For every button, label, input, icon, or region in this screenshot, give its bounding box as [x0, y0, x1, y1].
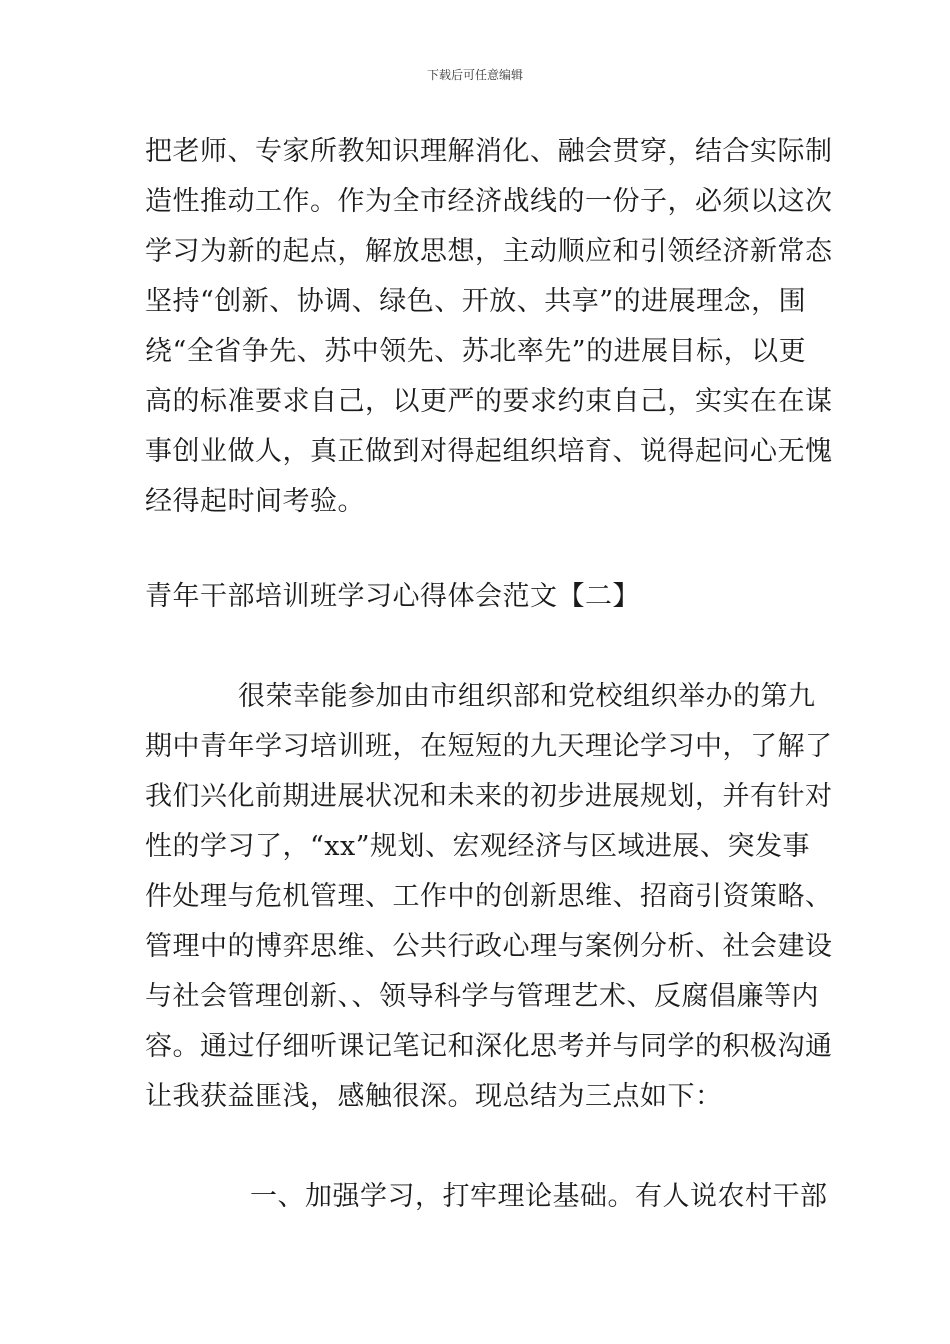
paragraph-line: 经得起时间考验。	[145, 486, 365, 517]
paragraph-line: 很荣幸能参加由市组织部和党校组织举办的第九	[238, 681, 816, 712]
document-body	[145, 127, 833, 1222]
paragraph-line: 管理中的博弈思维、公共行政心理与案例分析、社会建设	[145, 931, 833, 962]
paragraph-line: 坚持“创新、协调、绿色、开放、共享”的进展理念，围	[145, 286, 807, 317]
paragraph-line: 件处理与危机管理、工作中的创新思维、招商引资策略、	[145, 881, 833, 912]
paragraph-line: 我们兴化前期进展状况和未来的初步进展规划，并有针对	[145, 781, 833, 812]
paragraph-3	[145, 1172, 828, 1222]
paragraph-line: 一、加强学习，打牢理论基础。有人说农村干部	[250, 1181, 828, 1212]
paragraph-line: 与社会管理创新、、领导科学与管理艺术、反腐倡廉等内	[145, 981, 819, 1012]
page-header-note: 下载后可任意编辑	[426, 68, 523, 82]
paragraph-line: 事创业做人，真正做到对得起组织培育、说得起问心无愧	[145, 436, 833, 467]
paragraph-1	[145, 127, 833, 527]
paragraph-line: 把老师、专家所教知识理解消化、融会贯穿，结合实际制	[145, 136, 833, 167]
paragraph-2	[145, 672, 833, 1122]
section-title: 青年干部培训班学习心得体会范文【二】	[145, 581, 640, 612]
paragraph-line: 让我获益匪浅，感触很深。现总结为三点如下：	[145, 1081, 723, 1112]
paragraph-line: 期中青年学习培训班，在短短的九天理论学习中，了解了	[145, 731, 833, 762]
paragraph-line: 造性推动工作。作为全市经济战线的一份子，必须以这次	[145, 186, 833, 217]
paragraph-line: 绕“全省争先、苏中领先、苏北率先”的进展目标，以更	[145, 336, 807, 367]
paragraph-line: 容。通过仔细听课记笔记和深化思考并与同学的积极沟通	[145, 1031, 833, 1062]
paragraph-line: 高的标准要求自己，以更严的要求约束自己，实实在在谋	[145, 386, 833, 417]
paragraph-line: 学习为新的起点，解放思想，主动顺应和引领经济新常态	[145, 236, 833, 267]
paragraph-line: 性的学习了，“xx”规划、宏观经济与区域进展、突发事	[145, 831, 811, 862]
